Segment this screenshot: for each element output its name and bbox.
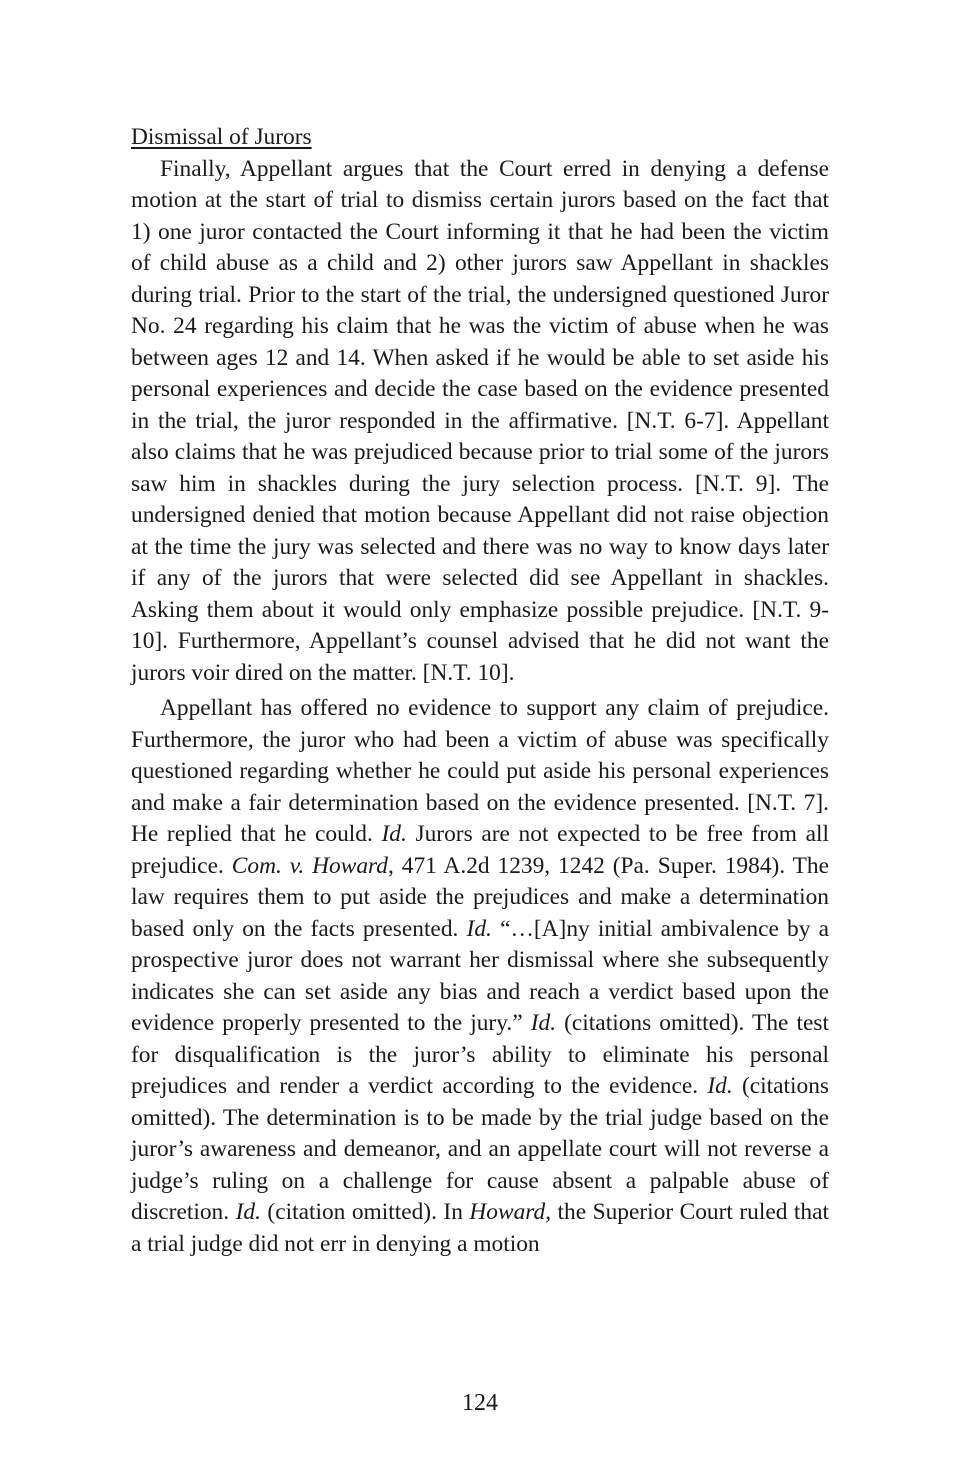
case-citation: Com. v. Howard xyxy=(231,852,388,879)
citation-id: Id. xyxy=(466,915,492,942)
citation-id: Id. xyxy=(707,1073,733,1099)
case-citation-short: Howard xyxy=(469,1199,546,1225)
section-heading: Dismissal of Jurors xyxy=(131,124,312,150)
citation-id: Id. xyxy=(235,1199,261,1225)
citation-id: Id. xyxy=(530,1010,557,1036)
page-number: 124 xyxy=(462,1390,498,1416)
document-body xyxy=(131,122,829,1260)
paragraph-2: Appellant has offered no evidence to support any claim of prejudice. Furthermore, the juror who had been a victim of abuse was specifically questioned regarding whether he could put aside his personal experiences and make a fair determination based on the evidence presented. [N.T. 7]. He replied that he could. Id. Jurors are not expected to be free from all prejudice. Com. v. Howard, 471 A.2d 1239, 1242 (Pa. Super. 1984). The law requires them to put aside the prejudices and make a determination based only on the facts presented. Id. “…[A]ny initial ambivalence by a prospective juror does not warrant her dismissal where she subsequently indicates she can set aside any bias and reach a verdict based upon the evidence properly presented to the jury.” Id. (citations omitted). The test for disqualification is the juror’s ability to eliminate his personal prejudices and render a verdict according to the evidence. Id. (citations omitted). The determination is to be made by the trial judge based on the juror’s awareness and demeanor, and an appellate court will not reverse a judge’s ruling on a challenge for cause absent a palpable abuse of discretion. Id. (citation omitted). In Howard, the Superior Court ruled that a trial judge did not err in denying a motion xyxy=(131,695,830,1257)
citation-id: Id. xyxy=(381,821,407,847)
paragraph-1: Finally, Appellant argues that the Court erred in denying a defense motion at the start of trial to dismiss certain jurors based on the fact that 1) one juror contacted the Court informing it that he had been the victim of child abuse as a child and 2) other jurors saw Appellant in shackles during trial. Prior to the start of the trial, the undersigned questioned Juror No. 24 regarding his claim that he was the victim of abuse when he was between ages 12 and 14. When asked if he would be able to set aside his personal experiences and decide the case based on the evidence presented in the trial, the juror responded in the affirmative. [N.T. 6-7]. Appellant also claims that he was prejudiced because prior to trial some of the jurors saw him in shackles during the jury selection process. [N.T. 9]. The undersigned denied that motion because Appellant did not raise objection at the time the jury was selected and there was no way to know days later if any of the jurors that were selected did see Appellant in shackles. Asking them about it would only emphasize possible prejudice. [N.T. 9-10]. Furthermore, Appellant’s counsel advised that he did not want the jurors voir dired on the matter. [N.T. 10]. xyxy=(131,155,829,686)
